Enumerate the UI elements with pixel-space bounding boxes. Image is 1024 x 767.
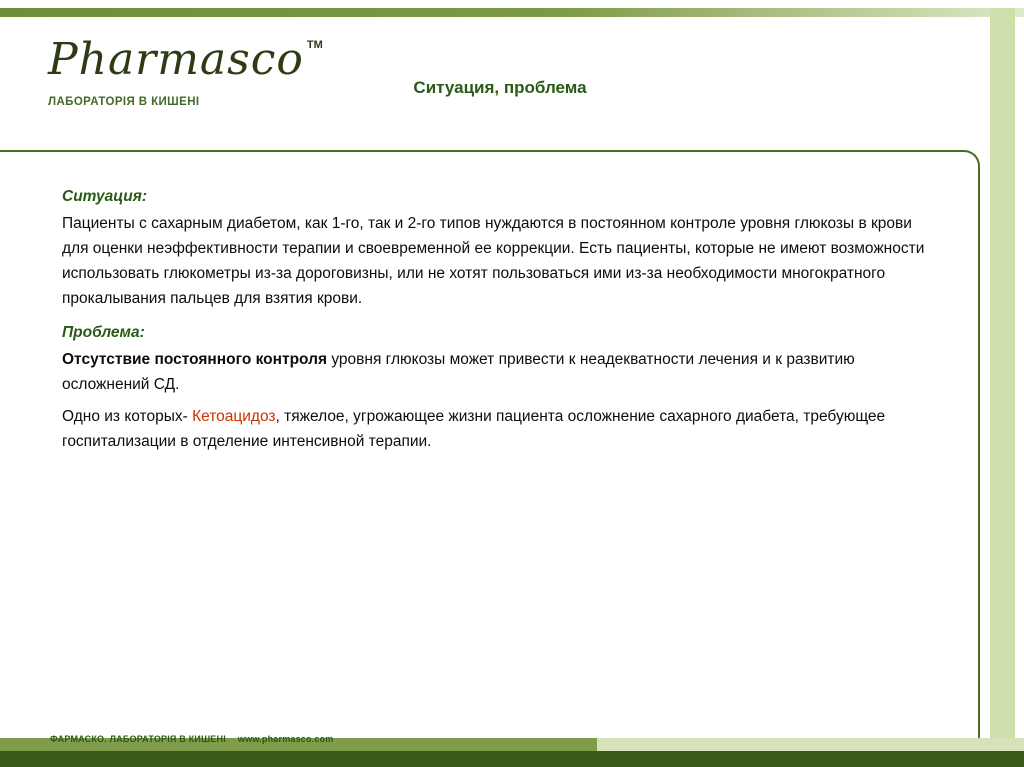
logo-script-text: Pharmasco [48,34,304,85]
top-accent-bar [0,8,1024,17]
logo-wordmark [48,36,323,84]
problem-paragraph [62,347,929,397]
slide-body [62,176,929,461]
complication-paragraph [62,404,929,454]
footer-website-url: www.pharmasco.com [237,734,334,744]
situation-heading: Ситуация: [62,188,148,205]
bottom-bar-right-pale [597,738,1024,751]
slide-footer [50,734,334,744]
problem-heading: Проблема: [62,323,145,341]
problem-rest-text: уровня глюкозы может привести к неадекватности лечения и к развитию осложнений СД. [62,350,855,393]
keto-prefix-text: Одно из которых- [62,407,193,425]
slide-title: Ситуация, проблема [413,78,587,97]
pharmasco-logo [48,36,323,108]
logo-tagline: ЛАБОРАТОРІЯ В КИШЕНІ [48,96,200,109]
problem-bold-text: Отсутствие постоянного контроля [62,350,328,368]
logo-tm-mark: TM [306,39,323,51]
bottom-bar-dark [0,751,1024,767]
keto-suffix-text: , тяжелое, угрожающее жизни пациента осложнение сахарного диабета, требующее госпитализации в отделение интенсивной терапии. [62,407,886,450]
footer-company-text: ФАРМАСКО. ЛАБОРАТОРІЯ В КИШЕНІ [50,734,226,744]
situation-paragraph: Пациенты с сахарным диабетом, как 1-го, так и 2-го типов нуждаются в постоянном контроле уровня глюкозы в крови для оценки неэффективности терапии и своевременной ее коррекции. Есть пациенты, которые не имеют возможности использовать глюкометры из-за дороговизны, или не хотят пользоваться ими из-за необходимости многократного прокалывания пальцев для взятия крови. [62,215,925,308]
ketoacidosis-term: Кетоацидоз [192,407,276,425]
right-accent-stripe [990,8,1015,751]
